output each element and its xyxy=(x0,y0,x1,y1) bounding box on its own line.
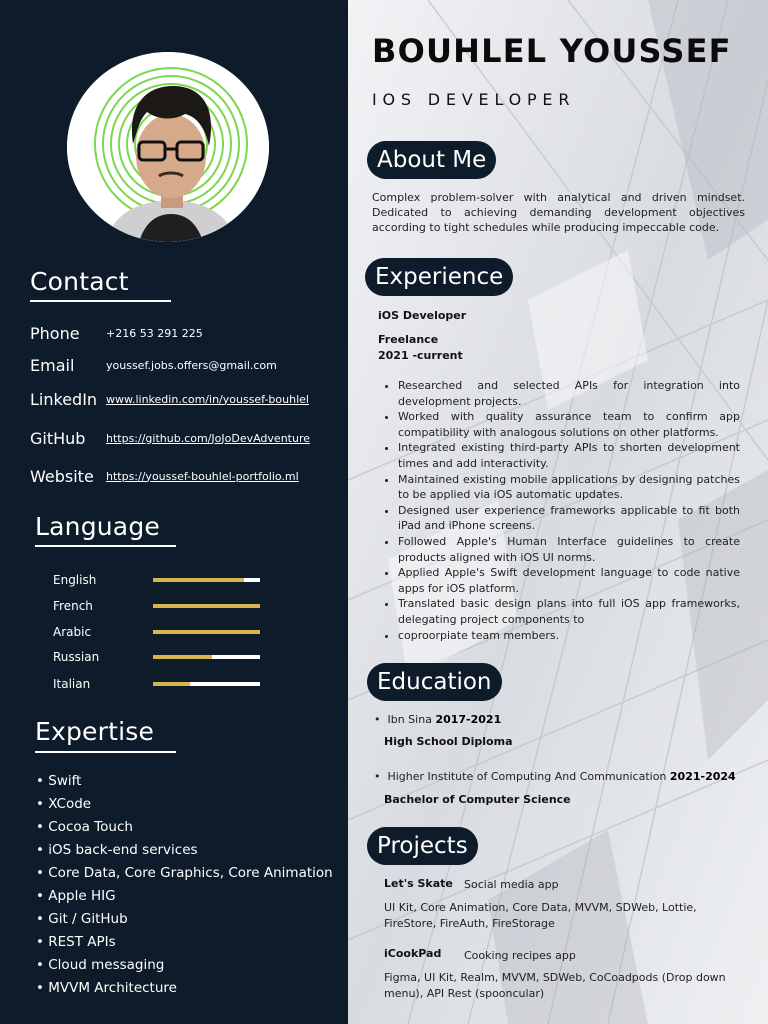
expertise-item: • Git / GitHub xyxy=(36,911,128,927)
expertise-divider xyxy=(35,751,176,753)
language-name: English xyxy=(53,573,97,587)
contact-github-label: GitHub xyxy=(30,428,86,448)
experience-bullet: • Applied Apple's Swift development language to code native apps for iOS platform. xyxy=(398,565,740,596)
about-text: Complex problem-solver with analytical and driven mindset. Dedicated to achieving demanding development objectives according to tight schedules while producing impeccable code. xyxy=(372,191,745,234)
contact-email xyxy=(30,354,340,376)
contact-email-label: Email xyxy=(30,355,75,375)
language-level-fill xyxy=(153,655,212,659)
main-content xyxy=(348,0,768,1024)
education-degree: Bachelor of Computer Science xyxy=(384,793,571,806)
expertise-item: • XCode xyxy=(36,796,92,812)
education-item: • Ibn Sina 2017-2021 xyxy=(374,713,502,726)
education-item: • Higher Institute of Computing And Communication 2021-2024 xyxy=(374,770,736,783)
about-heading: About Me xyxy=(367,141,496,179)
language-level-fill xyxy=(153,630,260,634)
candidate-name: BOUHLEL YOUSSEF xyxy=(372,32,732,70)
experience-bullet: • Designed user experience frameworks applicable to fit both iPad and iPhone screens. xyxy=(398,503,740,534)
language-level-bar xyxy=(153,578,260,582)
contact-github xyxy=(30,427,340,449)
language-row xyxy=(53,624,263,640)
expertise-list xyxy=(36,772,333,1002)
job-company: Freelance xyxy=(378,333,439,346)
experience-bullet: • Followed Apple's Human Interface guidelines to create products aligned with iOS UI norms. xyxy=(398,534,740,565)
experience-bullet: • Maintained existing mobile applications by designing patches to be applied via iOS automatic updates. xyxy=(398,472,740,503)
language-level-bar xyxy=(153,630,260,634)
sidebar xyxy=(0,0,348,1024)
contact-website xyxy=(30,465,340,487)
contact-divider xyxy=(30,300,171,302)
expertise-item: • Cloud messaging xyxy=(36,957,165,973)
education-school: Higher Institute of Computing And Communication xyxy=(387,770,670,783)
contact-phone-label: Phone xyxy=(30,323,80,343)
language-level-fill xyxy=(153,604,260,608)
job-period: 2021 -current xyxy=(378,349,463,362)
profile-photo xyxy=(67,52,269,242)
expertise-item: • Cocoa Touch xyxy=(36,819,133,835)
language-name: Arabic xyxy=(53,625,92,639)
language-row xyxy=(53,598,263,614)
language-row xyxy=(53,649,263,665)
project-description: Cooking recipes app xyxy=(464,949,576,962)
expertise-item: • Swift xyxy=(36,773,82,789)
website-link[interactable]: https://youssef-bouhlel-portfolio.ml xyxy=(106,469,299,483)
project-name: Let's Skate xyxy=(384,877,453,890)
expertise-heading: Expertise xyxy=(35,717,155,746)
projects-heading: Projects xyxy=(367,827,478,865)
contact-linkedin-label: LinkedIn xyxy=(30,389,98,409)
experience-bullets xyxy=(398,378,740,643)
education-years: 2017-2021 xyxy=(435,713,502,726)
experience-bullet: • Translated basic design plans into full iOS app frameworks, delegating project components to xyxy=(398,596,740,627)
language-name: French xyxy=(53,599,93,613)
language-row xyxy=(53,572,263,588)
contact-phone-value: +216 53 291 225 xyxy=(106,326,203,340)
language-row xyxy=(53,676,263,692)
language-level-fill xyxy=(153,578,244,582)
expertise-item: • Apple HIG xyxy=(36,888,116,904)
education-heading: Education xyxy=(367,663,502,701)
education-school: Ibn Sina xyxy=(387,713,436,726)
expertise-item: • Core Data, Core Graphics, Core Animation xyxy=(36,865,333,881)
education-years: 2021-2024 xyxy=(669,770,736,783)
language-divider xyxy=(35,545,176,547)
contact-linkedin xyxy=(30,388,340,410)
contact-heading: Contact xyxy=(30,267,129,296)
language-name: Italian xyxy=(53,677,91,691)
language-level-fill xyxy=(153,682,190,686)
experience-heading: Experience xyxy=(365,258,513,296)
profile-photo-graphic xyxy=(67,52,269,242)
contact-phone xyxy=(30,322,340,344)
project-description: Social media app xyxy=(464,878,559,891)
experience-bullet: • Integrated existing third-party APIs to shorten development times and add interactivity. xyxy=(398,440,740,471)
language-heading: Language xyxy=(35,512,160,541)
expertise-item: • iOS back-end services xyxy=(36,842,198,858)
candidate-role: IOS DEVELOPER xyxy=(372,90,576,109)
language-level-bar xyxy=(153,655,260,659)
expertise-item: • REST APIs xyxy=(36,934,116,950)
education-degree: High School Diploma xyxy=(384,735,513,748)
project-tech: UI Kit, Core Animation, Core Data, MVVM, SDWeb, Lottie, FireStore, FireAuth, FireStorage xyxy=(384,901,697,930)
project-tech: Figma, UI Kit, Realm, MVVM, SDWeb, CoCoadpods (Drop down menu), API Rest (spooncular) xyxy=(384,971,726,1000)
language-level-bar xyxy=(153,682,260,686)
github-link[interactable]: https://github.com/JoJoDevAdventure xyxy=(106,431,310,445)
linkedin-link[interactable]: www.linkedin.com/in/youssef-bouhlel xyxy=(106,392,309,406)
contact-email-value[interactable]: youssef.jobs.offers@gmail.com xyxy=(106,358,277,372)
contact-website-label: Website xyxy=(30,466,94,486)
job-title: iOS Developer xyxy=(378,309,467,322)
experience-bullet: • Worked with quality assurance team to confirm app compatibility with analogous solutions on other platforms. xyxy=(398,409,740,440)
expertise-item: • MVVM Architecture xyxy=(36,980,177,996)
project-name: iCookPad xyxy=(384,947,442,960)
language-level-bar xyxy=(153,604,260,608)
language-name: Russian xyxy=(53,650,100,664)
experience-bullet: • coproorpiate team members. xyxy=(398,628,740,644)
experience-bullet: • Researched and selected APIs for integration into development projects. xyxy=(398,378,740,409)
